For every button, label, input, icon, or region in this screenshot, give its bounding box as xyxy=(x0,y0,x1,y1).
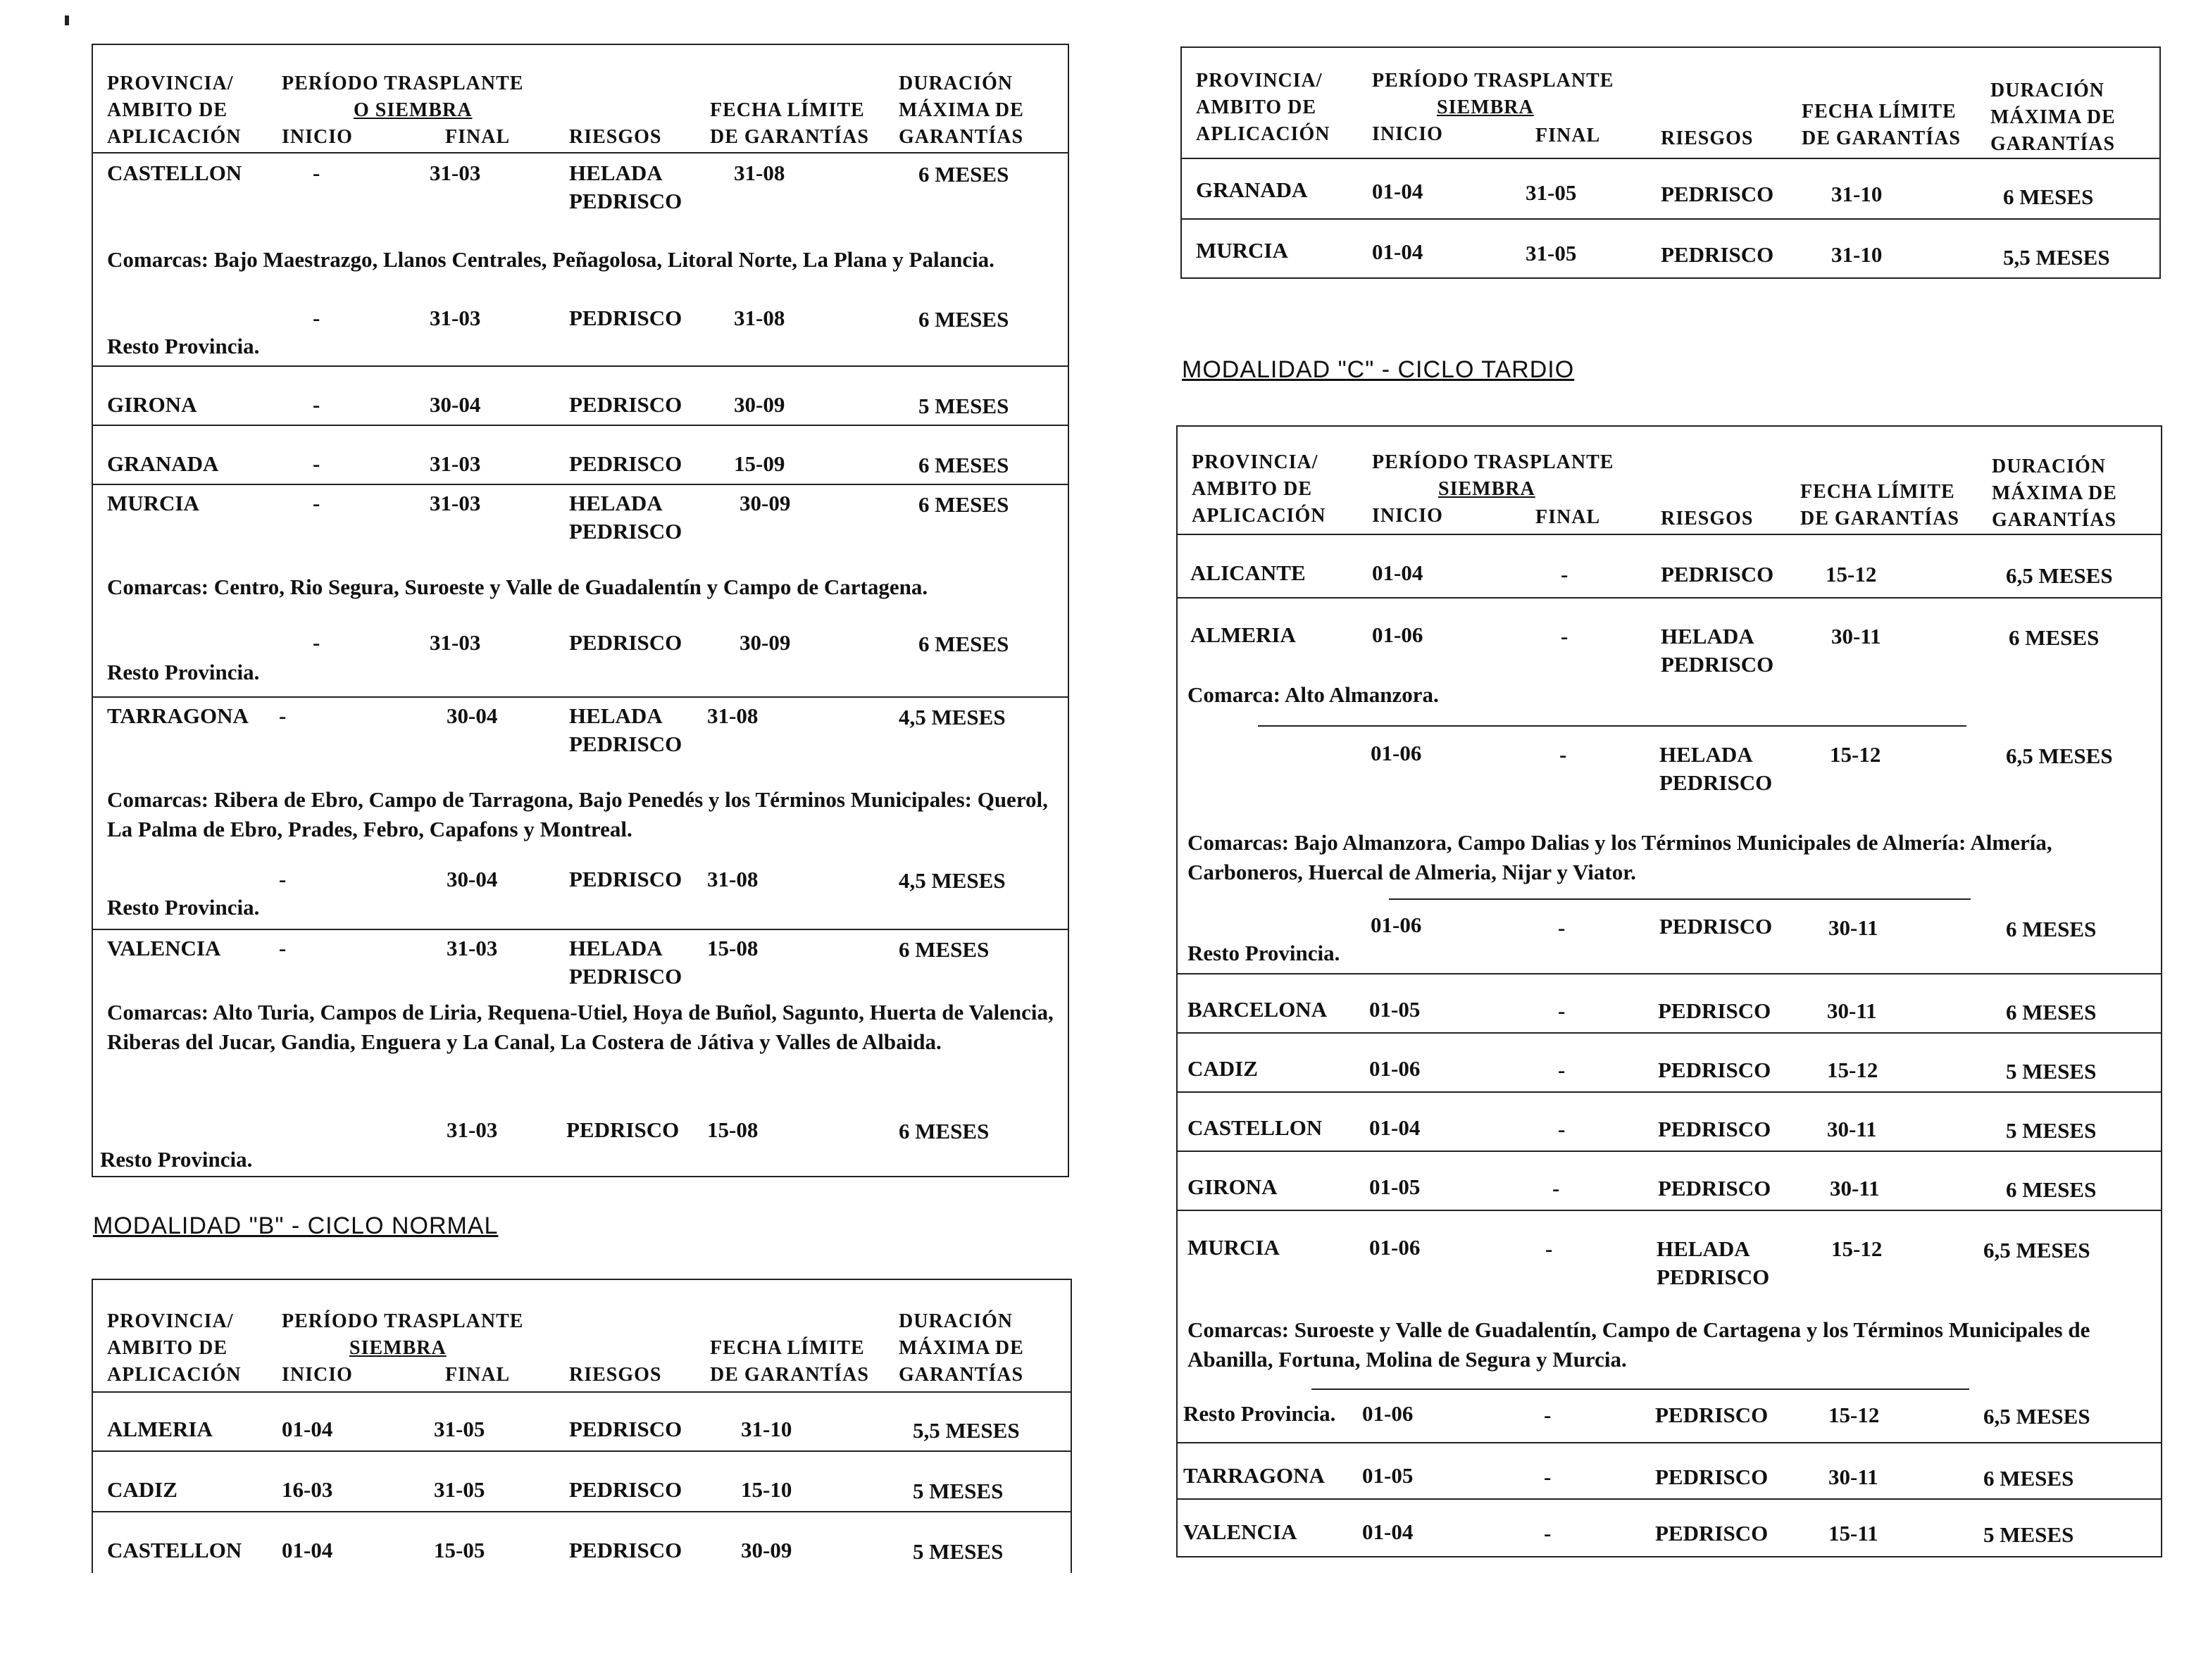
cell-fecha: 30-09 xyxy=(740,630,791,655)
table-row xyxy=(1178,1152,2161,1211)
cell-duracion: 5,5 MESES xyxy=(2003,245,2110,270)
cell-fecha: 31-10 xyxy=(1831,242,1883,267)
cell-final: - xyxy=(1544,1403,1552,1427)
cell-riesgos: PEDRISCO xyxy=(569,451,682,476)
cell-final: 31-03 xyxy=(430,161,481,185)
cell-provincia: BARCELONA xyxy=(1187,997,1328,1022)
cell-duracion: 6 MESES xyxy=(918,162,1009,187)
cell-final: - xyxy=(1544,1465,1552,1489)
cell-final: 31-05 xyxy=(1526,180,1577,205)
cell-provincia: VALENCIA xyxy=(1183,1519,1297,1544)
cell-final: 15-05 xyxy=(434,1538,485,1562)
cell-inicio: - xyxy=(313,161,320,185)
cell-inicio: 01-04 xyxy=(282,1417,333,1441)
col-periodo: PERÍODO TRASPLANTE xyxy=(1372,451,1614,473)
comarcas-note: Comarcas: Alto Turia, Campos de Liria, Requena-Utiel, Hoya de Buñol, Sagunto, Huerta de Valencia, Riberas del Jucar, Gandia, Enguera y La Canal, La Costera de Játiva y Valles de Albaida. xyxy=(107,1000,1054,1054)
cell-riesgos: HELADA PEDRISCO xyxy=(569,161,682,213)
cell-inicio: - xyxy=(313,392,320,417)
cell-final: 31-03 xyxy=(430,451,481,476)
cell-final: - xyxy=(1559,742,1567,767)
cell-fecha: 31-08 xyxy=(734,306,785,330)
cell-riesgos: PEDRISCO xyxy=(569,1477,682,1502)
cell-fecha: 30-09 xyxy=(741,1538,792,1562)
cell-inicio: 01-04 xyxy=(1362,1519,1414,1544)
cell-fecha: 15-08 xyxy=(707,1117,759,1142)
cell-fecha: 30-09 xyxy=(734,392,785,417)
cell-riesgos: HELADA PEDRISCO xyxy=(1657,1236,1770,1289)
col-riesgos: RIESGOS xyxy=(569,126,662,148)
resto-provincia: Resto Provincia. xyxy=(100,1147,253,1172)
table-row xyxy=(1182,220,2159,279)
separator-line xyxy=(1389,898,1971,900)
table-header xyxy=(1178,427,2161,535)
cell-inicio: - xyxy=(313,630,320,655)
col-inicio: INICIO xyxy=(282,126,353,148)
col-fecha: FECHA LÍMITE DE GARANTÍAS xyxy=(1802,101,1961,149)
cell-provincia: GRANADA xyxy=(1196,177,1308,202)
table-row xyxy=(93,930,1068,1177)
cell-inicio: 01-04 xyxy=(282,1538,333,1562)
cell-fecha: 15-11 xyxy=(1828,1521,1878,1546)
cell-inicio: 01-06 xyxy=(1362,1401,1414,1426)
cell-riesgos: HELADA PEDRISCO xyxy=(1659,742,1773,795)
cell-riesgos: PEDRISCO xyxy=(1658,1176,1771,1201)
cell-inicio: - xyxy=(279,703,287,728)
cell-duracion: 6 MESES xyxy=(2006,1177,2097,1202)
cell-provincia: VALENCIA xyxy=(107,936,221,960)
cell-inicio: 01-06 xyxy=(1371,913,1422,937)
table-row xyxy=(1178,598,2161,974)
cell-duracion: 6 MESES xyxy=(918,492,1009,517)
col-inicio: INICIO xyxy=(1372,505,1443,527)
cell-provincia: CADIZ xyxy=(107,1477,177,1502)
cell-duracion: 6 MESES xyxy=(1983,1466,2074,1491)
table-modalidad-b xyxy=(92,1279,1072,1573)
cell-duracion: 5 MESES xyxy=(1983,1522,2074,1547)
col-riesgos: RIESGOS xyxy=(1661,127,1754,149)
cell-duracion: 5 MESES xyxy=(2006,1118,2097,1143)
cell-final: 31-03 xyxy=(430,491,481,515)
cell-inicio: 01-06 xyxy=(1369,1235,1421,1260)
table-row xyxy=(1178,1500,2161,1557)
resto-provincia: Resto Provincia. xyxy=(107,660,260,684)
cell-inicio: 01-04 xyxy=(1369,1115,1421,1140)
cell-provincia: GIRONA xyxy=(107,392,197,417)
cell-inicio: - xyxy=(313,451,320,476)
cell-provincia: MURCIA xyxy=(107,491,199,515)
cell-provincia: ALMERIA xyxy=(107,1417,213,1441)
comarcas-note: Comarcas: Bajo Maestrazgo, Llanos Centrales, Peñagolosa, Litoral Norte, La Plana y Palancia. xyxy=(107,247,994,272)
cell-fecha: 15-12 xyxy=(1827,1058,1878,1082)
cell-inicio: 01-06 xyxy=(1371,741,1422,765)
cell-fecha: 15-12 xyxy=(1826,562,1877,587)
table-row xyxy=(1178,1034,2161,1093)
cell-final: - xyxy=(1545,1236,1553,1261)
col-siembra: SIEMBRA xyxy=(349,1337,447,1359)
cell-inicio: 16-03 xyxy=(282,1477,333,1502)
col-siembra: O SIEMBRA xyxy=(354,99,473,121)
cell-provincia: CASTELLON xyxy=(1187,1115,1323,1140)
cell-provincia: CASTELLON xyxy=(107,161,242,185)
col-periodo: PERÍODO TRASPLANTE xyxy=(1372,70,1614,92)
col-periodo: PERÍODO TRASPLANTE xyxy=(282,1310,524,1332)
cell-provincia: TARRAGONA xyxy=(1183,1463,1325,1488)
cell-inicio: - xyxy=(313,306,320,330)
cell-duracion: 6 MESES xyxy=(2009,625,2100,650)
table-header xyxy=(93,45,1068,153)
cell-final: - xyxy=(1561,562,1569,587)
cell-duracion: 5 MESES xyxy=(913,1479,1004,1503)
col-provincia: PROVINCIA/ AMBITO DE APLICACIÓN xyxy=(107,73,242,148)
comarcas-note: Comarcas: Suroeste y Valle de Guadalentín, Campo de Cartagena y los Términos Municipales de Abanilla, Fortuna, Molina de Segura y Murcia. xyxy=(1187,1317,2090,1372)
cell-final: - xyxy=(1558,915,1566,940)
cell-riesgos: PEDRISCO xyxy=(1655,1465,1769,1489)
comarcas-note: Comarcas: Bajo Almanzora, Campo Dalias y los Términos Municipales de Almería: Almería, Carboneros, Huercal de Almeria, Nijar y Viator. xyxy=(1187,830,2052,884)
col-provincia: PROVINCIA/ AMBITO DE APLICACIÓN xyxy=(107,1310,242,1386)
cell-inicio: 01-04 xyxy=(1372,239,1423,264)
col-provincia: PROVINCIA/ AMBITO DE APLICACIÓN xyxy=(1196,70,1330,145)
comarcas-note: Comarcas: Centro, Rio Segura, Suroeste y Valle de Guadalentín y Campo de Cartagena. xyxy=(107,575,928,599)
cell-duracion: 5 MESES xyxy=(2006,1059,2097,1084)
cell-riesgos: PEDRISCO xyxy=(569,392,682,417)
resto-provincia: Resto Provincia. xyxy=(1183,1401,1336,1426)
cell-duracion: 6 MESES xyxy=(918,632,1009,656)
col-final: FINAL xyxy=(445,1364,511,1386)
cell-final: - xyxy=(1561,624,1569,648)
col-provincia: PROVINCIA/ AMBITO DE APLICACIÓN xyxy=(1192,451,1326,527)
cell-inicio: 01-04 xyxy=(1372,179,1423,203)
cell-fecha: 15-12 xyxy=(1830,742,1881,767)
cell-final: - xyxy=(1552,1176,1560,1201)
cell-duracion: 6,5 MESES xyxy=(2006,744,2113,768)
cell-riesgos: PEDRISCO xyxy=(1655,1403,1769,1427)
cell-riesgos: PEDRISCO xyxy=(1661,242,1774,267)
cell-riesgos: HELADA PEDRISCO xyxy=(569,703,682,756)
comarcas-note: Comarca: Alto Almanzora. xyxy=(1187,682,1439,707)
section-title-modalidad-c: MODALIDAD "C" - CICLO TARDIO xyxy=(1182,356,1575,383)
cell-final: 31-03 xyxy=(447,1117,498,1142)
col-siembra: SIEMBRA xyxy=(1438,478,1535,500)
table-modalidad-b-continued xyxy=(1180,46,2161,279)
resto-provincia: Resto Provincia. xyxy=(107,334,260,358)
cell-duracion: 6 MESES xyxy=(899,937,990,962)
cell-provincia: CASTELLON xyxy=(107,1538,242,1562)
resto-provincia: Resto Provincia. xyxy=(1187,941,1340,965)
cell-provincia: MURCIA xyxy=(1196,238,1288,263)
cell-riesgos: PEDRISCO xyxy=(569,306,682,330)
col-fecha: FECHA LÍMITE DE GARANTÍAS xyxy=(710,1337,869,1386)
cell-fecha: 30-11 xyxy=(1827,998,1877,1023)
table-row xyxy=(93,426,1068,485)
cell-riesgos: PEDRISCO xyxy=(1661,562,1774,587)
cell-fecha: 31-08 xyxy=(734,161,785,185)
col-riesgos: RIESGOS xyxy=(1661,508,1754,529)
table-row xyxy=(1178,974,2161,1034)
cell-final: 31-05 xyxy=(1526,241,1577,265)
cell-inicio: 01-05 xyxy=(1369,1174,1421,1199)
separator-line xyxy=(1311,1388,1969,1390)
cell-duracion: 6 MESES xyxy=(2006,917,2097,941)
cell-duracion: 5 MESES xyxy=(913,1539,1004,1564)
cell-duracion: 5,5 MESES xyxy=(913,1418,1020,1443)
col-final: FINAL xyxy=(1535,506,1601,528)
cell-provincia: ALMERIA xyxy=(1190,622,1296,647)
cell-inicio: 01-05 xyxy=(1369,997,1421,1022)
cell-duracion: 6,5 MESES xyxy=(1983,1404,2090,1429)
cell-duracion: 6 MESES xyxy=(918,453,1009,477)
cell-riesgos: PEDRISCO xyxy=(1658,1117,1771,1141)
table-header xyxy=(1182,48,2159,159)
cell-inicio: 01-04 xyxy=(1372,560,1423,585)
cell-final: - xyxy=(1544,1521,1552,1546)
col-periodo: PERÍODO TRASPLANTE xyxy=(282,73,524,94)
table-row xyxy=(93,152,1068,367)
cell-provincia: GIRONA xyxy=(1187,1174,1278,1199)
cell-provincia: CADIZ xyxy=(1187,1056,1258,1081)
cell-fecha: 30-11 xyxy=(1827,1117,1877,1141)
cell-duracion: 6 MESES xyxy=(899,1119,990,1143)
cell-inicio: 01-06 xyxy=(1372,622,1423,647)
cell-inicio: - xyxy=(313,491,320,515)
cell-provincia: TARRAGONA xyxy=(107,703,249,728)
table-row xyxy=(1178,1211,2161,1443)
table-row xyxy=(93,698,1068,930)
cell-duracion: 6 MESES xyxy=(918,307,1009,332)
col-duracion: DURACIÓN MÁXIMA DE GARANTÍAS xyxy=(899,1310,1024,1386)
cell-duracion: 6 MESES xyxy=(2003,184,2094,209)
cell-riesgos: PEDRISCO xyxy=(1661,182,1774,206)
cell-riesgos: PEDRISCO xyxy=(569,630,682,655)
cell-final: 30-04 xyxy=(430,392,481,417)
table-modalidad-c xyxy=(1176,425,2162,1557)
table-header xyxy=(93,1280,1071,1393)
table-row xyxy=(1182,158,2159,220)
cell-duracion: 5 MESES xyxy=(918,394,1009,418)
cell-fecha: 30-11 xyxy=(1830,1176,1880,1201)
cell-provincia: MURCIA xyxy=(1187,1235,1280,1260)
cell-fecha: 31-10 xyxy=(741,1417,792,1441)
col-riesgos: RIESGOS xyxy=(569,1364,662,1386)
col-duracion: DURACIÓN MÁXIMA DE GARANTÍAS xyxy=(899,73,1024,148)
cell-riesgos: HELADA PEDRISCO xyxy=(569,936,682,989)
table-row xyxy=(1178,1093,2161,1152)
cell-inicio: 01-06 xyxy=(1369,1056,1421,1081)
cell-riesgos: HELADA PEDRISCO xyxy=(1661,624,1774,677)
table-row xyxy=(93,367,1068,426)
resto-provincia: Resto Provincia. xyxy=(107,895,260,920)
cell-fecha: 15-09 xyxy=(734,451,785,476)
cell-final: - xyxy=(1558,998,1566,1023)
cell-fecha: 15-12 xyxy=(1828,1403,1880,1427)
col-duracion: DURACIÓN MÁXIMA DE GARANTÍAS xyxy=(1992,456,2117,531)
table-row xyxy=(1178,534,2161,598)
cell-final: 30-04 xyxy=(447,703,498,728)
cell-duracion: 6,5 MESES xyxy=(2006,563,2113,588)
cell-final: 31-03 xyxy=(430,306,481,330)
table-modalidad-a xyxy=(92,44,1069,1177)
cell-riesgos: PEDRISCO xyxy=(569,1538,682,1562)
col-fecha: FECHA LÍMITE DE GARANTÍAS xyxy=(710,99,869,148)
cell-provincia: ALICANTE xyxy=(1190,560,1306,585)
col-inicio: INICIO xyxy=(282,1364,353,1386)
cell-fecha: 15-08 xyxy=(707,936,759,960)
cell-riesgos: PEDRISCO xyxy=(1658,1058,1771,1082)
cell-final: - xyxy=(1558,1117,1566,1141)
cell-final: 31-03 xyxy=(430,630,481,655)
col-fecha: FECHA LÍMITE DE GARANTÍAS xyxy=(1800,481,1959,529)
cell-fecha: 30-09 xyxy=(740,491,791,515)
cell-fecha: 15-10 xyxy=(741,1477,792,1502)
cell-fecha: 15-12 xyxy=(1831,1236,1883,1261)
table-row xyxy=(93,485,1068,698)
separator-line xyxy=(1258,725,1966,727)
cell-final: 31-03 xyxy=(447,936,498,960)
col-siembra: SIEMBRA xyxy=(1437,96,1534,118)
cell-duracion: 4,5 MESES xyxy=(899,868,1006,893)
cell-inicio: - xyxy=(279,867,287,891)
cell-final: 31-05 xyxy=(434,1417,485,1441)
cell-riesgos: PEDRISCO xyxy=(566,1117,680,1142)
cell-duracion: 4,5 MESES xyxy=(899,705,1006,729)
cell-riesgos: PEDRISCO xyxy=(1659,914,1773,939)
cell-duracion: 6,5 MESES xyxy=(1983,1238,2090,1262)
col-duracion: DURACIÓN MÁXIMA DE GARANTÍAS xyxy=(1990,80,2116,155)
cell-inicio: 01-05 xyxy=(1362,1463,1414,1488)
cell-fecha: 31-10 xyxy=(1831,182,1883,206)
cell-riesgos: PEDRISCO xyxy=(569,1417,682,1441)
table-row xyxy=(1178,1443,2161,1500)
comarcas-note: Comarcas: Ribera de Ebro, Campo de Tarragona, Bajo Penedés y los Términos Municipales: Querol, La Palma de Ebro, Prades, Febro, Capafons y Montreal. xyxy=(107,787,1048,841)
col-final: FINAL xyxy=(1535,125,1601,146)
cell-riesgos: HELADA PEDRISCO xyxy=(569,491,682,544)
table-row xyxy=(93,1512,1071,1574)
cell-riesgos: PEDRISCO xyxy=(569,867,682,891)
section-title-modalidad-b: MODALIDAD "B" - CICLO NORMAL xyxy=(93,1212,499,1239)
cell-final: 31-05 xyxy=(434,1477,485,1502)
col-inicio: INICIO xyxy=(1372,123,1443,145)
cell-duracion: 6 MESES xyxy=(2006,1000,2097,1024)
cell-fecha: 31-08 xyxy=(707,703,759,728)
cell-provincia: GRANADA xyxy=(107,451,219,476)
cell-final: - xyxy=(1558,1058,1566,1082)
cell-fecha: 30-11 xyxy=(1828,915,1878,940)
cell-fecha: 31-08 xyxy=(707,867,759,891)
cell-riesgos: PEDRISCO xyxy=(1655,1521,1769,1546)
cell-riesgos: PEDRISCO xyxy=(1658,998,1771,1023)
col-final: FINAL xyxy=(445,126,511,148)
table-row xyxy=(93,1391,1071,1452)
table-row xyxy=(93,1452,1071,1512)
scan-mark xyxy=(65,15,69,25)
cell-final: 30-04 xyxy=(447,867,498,891)
cell-fecha: 30-11 xyxy=(1831,624,1881,648)
cell-inicio: - xyxy=(279,936,287,960)
cell-fecha: 30-11 xyxy=(1828,1465,1878,1489)
